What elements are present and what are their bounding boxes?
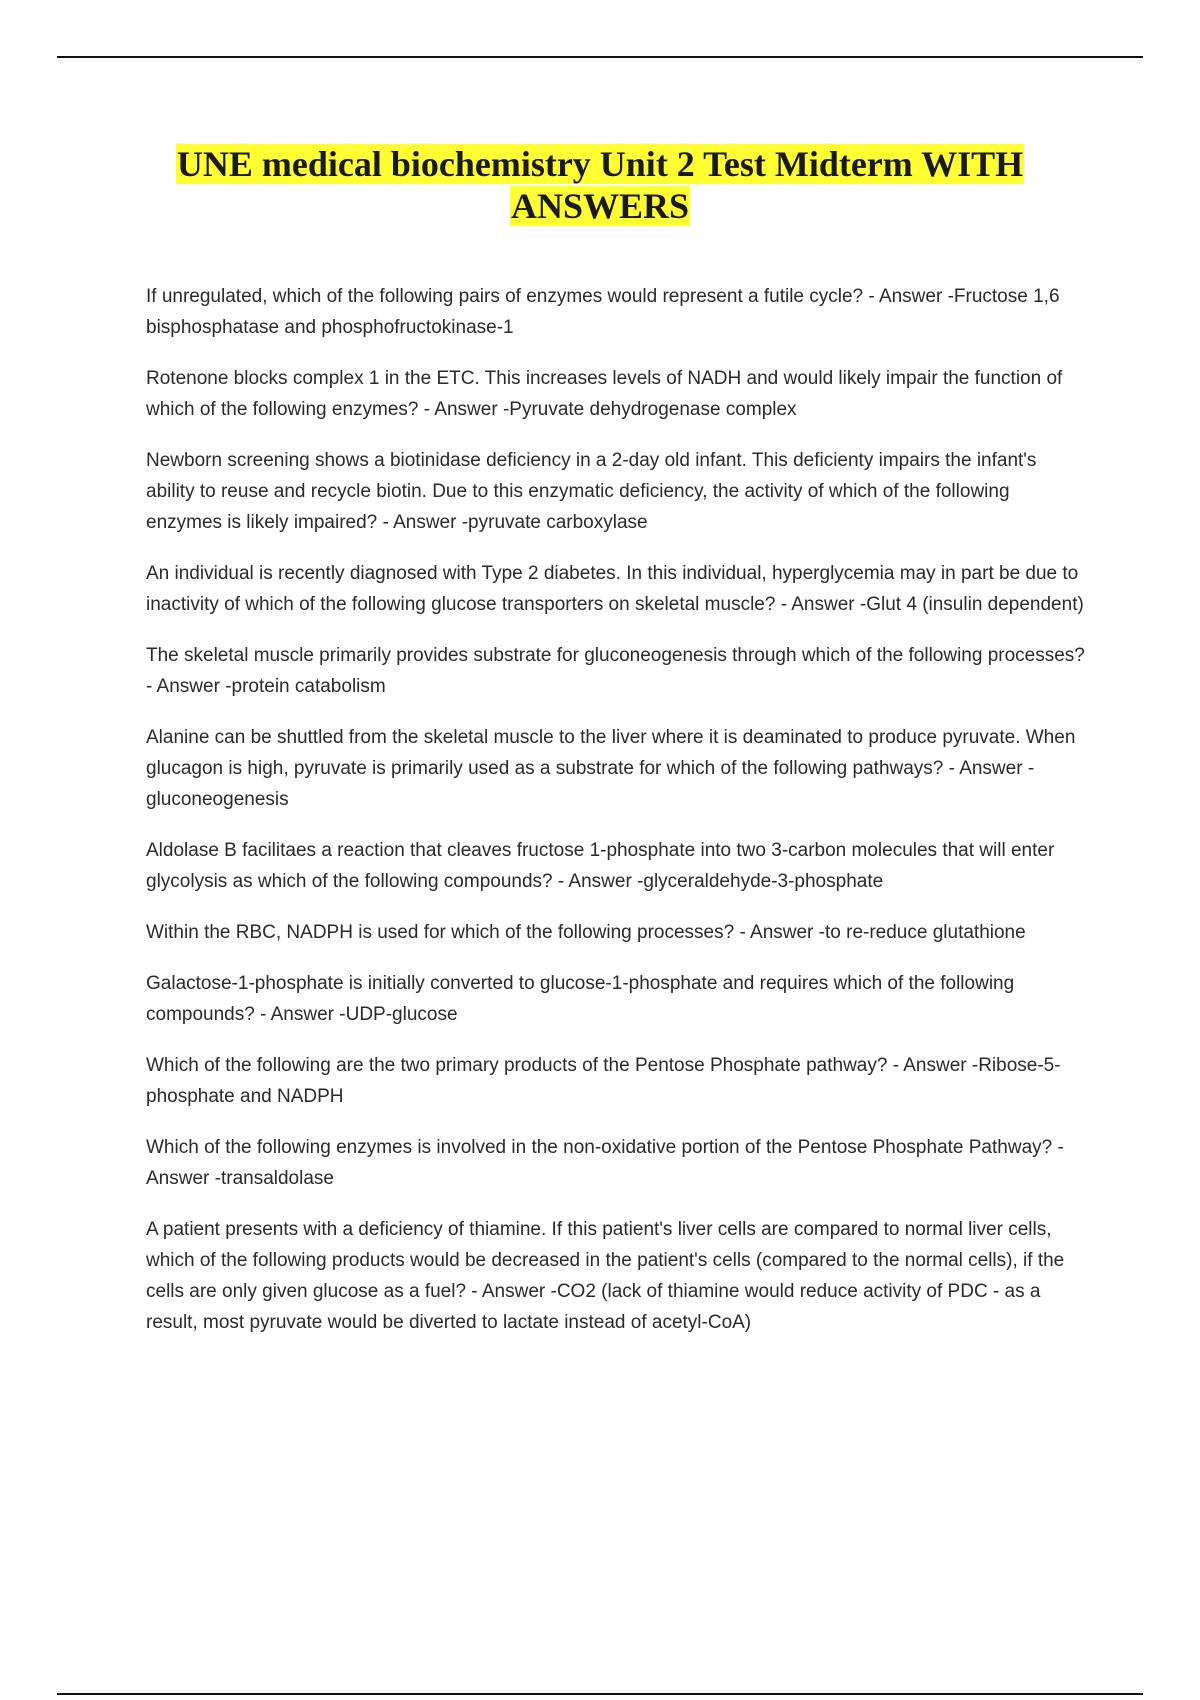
qa-item: Galactose-1-phosphate is initially converted to glucose-1-phosphate and requires which of the following compounds? - Answer -UDP-glucose <box>146 973 1015 1025</box>
qa-item: If unregulated, which of the following pairs of enzymes would represent a futile cycle? - Answer -Fructose 1,6 bisphosphatase and phosphofructokinase-1 <box>146 286 1060 338</box>
qa-item: Rotenone blocks complex 1 in the ETC. This increases levels of NADH and would likely impair the function of which of the following enzymes? - Answer -Pyruvate dehydrogenase complex <box>146 368 1063 420</box>
bottom-rule <box>57 1693 1143 1695</box>
title-line-2: ANSWERS <box>510 186 690 226</box>
question-answer-list <box>146 281 1090 1358</box>
qa-item: The skeletal muscle primarily provides substrate for gluconeogenesis through which of the following processes? - Answer -protein catabolism <box>146 645 1085 697</box>
qa-item: Aldolase B facilitaes a reaction that cleaves fructose 1-phosphate into two 3-carbon molecules that will enter glycolysis as which of the following compounds? - Answer -glyceraldehyde-3-phosphate <box>146 840 1055 892</box>
qa-item: An individual is recently diagnosed with Type 2 diabetes. In this individual, hyperglycemia may in part be due to inactivity of which of the following glucose transporters on skeletal muscle? - Answer -Glut 4 (insulin dependent) <box>146 563 1084 615</box>
qa-item: Newborn screening shows a biotinidase deficiency in a 2-day old infant. This deficienty impairs the infant's ability to reuse and recycle biotin. Due to this enzymatic deficiency, the activity of which of the following enzymes is likely impaired? - Answer -pyruvate carboxylase <box>146 450 1037 533</box>
qa-item: Which of the following enzymes is involved in the non-oxidative portion of the Pentose Phosphate Pathway? - Answer -transaldolase <box>146 1137 1064 1189</box>
qa-item: A patient presents with a deficiency of thiamine. If this patient's liver cells are compared to normal liver cells, which of the following products would be decreased in the patient's cells (compared to the normal cells), if the cells are only given glucose as a fuel? - Answer -CO2 (lack of thiamine would reduce activity of PDC - as a result, most pyruvate would be diverted to lactate instead of acetyl-CoA) <box>146 1219 1065 1333</box>
document-title <box>120 143 1080 227</box>
qa-item: Which of the following are the two primary products of the Pentose Phosphate pathway? - Answer -Ribose-5-phosphate and NADPH <box>146 1055 1061 1107</box>
title-line-1: UNE medical biochemistry Unit 2 Test Midterm WITH <box>176 144 1024 184</box>
qa-item: Within the RBC, NADPH is used for which of the following processes? - Answer -to re-reduce glutathione <box>146 922 1026 943</box>
title-block <box>120 143 1080 227</box>
top-rule <box>57 56 1143 58</box>
qa-item: Alanine can be shuttled from the skeletal muscle to the liver where it is deaminated to produce pyruvate. When glucagon is high, pyruvate is primarily used as a substrate for which of the following pathways? - Answer -gluconeogenesis <box>146 727 1076 810</box>
